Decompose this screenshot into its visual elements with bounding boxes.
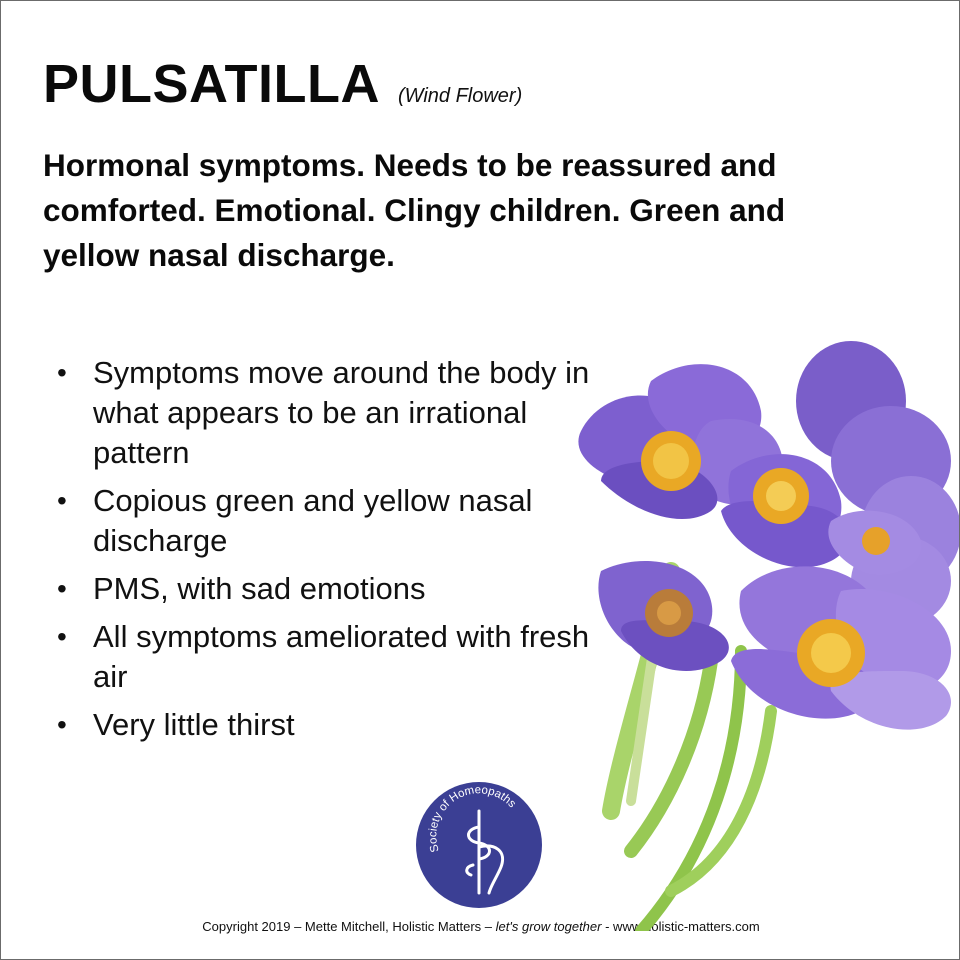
list-item-text: PMS, with sad emotions <box>93 571 426 606</box>
list-item <box>57 705 617 745</box>
bullet-icon: • <box>57 621 67 652</box>
footer-copyright-text: Copyright 2019 – Mette Mitchell, Holistic Matters – <box>202 919 493 934</box>
logo-text: Society of Homeopaths <box>427 784 518 854</box>
list-item-text: All symptoms ameliorated with fresh air <box>93 619 590 694</box>
society-of-homeopaths-logo <box>415 781 543 909</box>
list-item <box>57 569 617 609</box>
list-item <box>57 481 617 561</box>
page-title: PULSATILLA <box>43 54 380 114</box>
page-subtitle: (Wind Flower) <box>397 85 523 107</box>
list-item <box>57 617 617 697</box>
footer-tagline: let's grow together <box>495 919 602 934</box>
bullet-icon: • <box>57 573 67 604</box>
list-item-text: Very little thirst <box>93 707 295 742</box>
list-item <box>57 353 617 473</box>
list-item-text: Copious green and yellow nasal discharge <box>93 483 533 558</box>
bullet-icon: • <box>57 485 67 516</box>
summary-text: Hormonal symptoms. Needs to be reassured and comforted. Emotional. Clingy children. Green and yellow nasal discharge. <box>43 147 786 273</box>
bullet-icon: • <box>57 357 67 388</box>
flower-lower-left <box>598 561 728 671</box>
flower-middle <box>721 454 848 567</box>
list-item-text: Symptoms move around the body in what appears to be an irrational pattern <box>93 355 590 470</box>
bullet-icon: • <box>57 709 67 740</box>
title-row <box>43 53 522 115</box>
footer-website-link[interactable]: - www.holistic-matters.com <box>605 919 760 934</box>
pulsatilla-flower-illustration <box>561 331 960 931</box>
symptom-list <box>57 353 617 753</box>
